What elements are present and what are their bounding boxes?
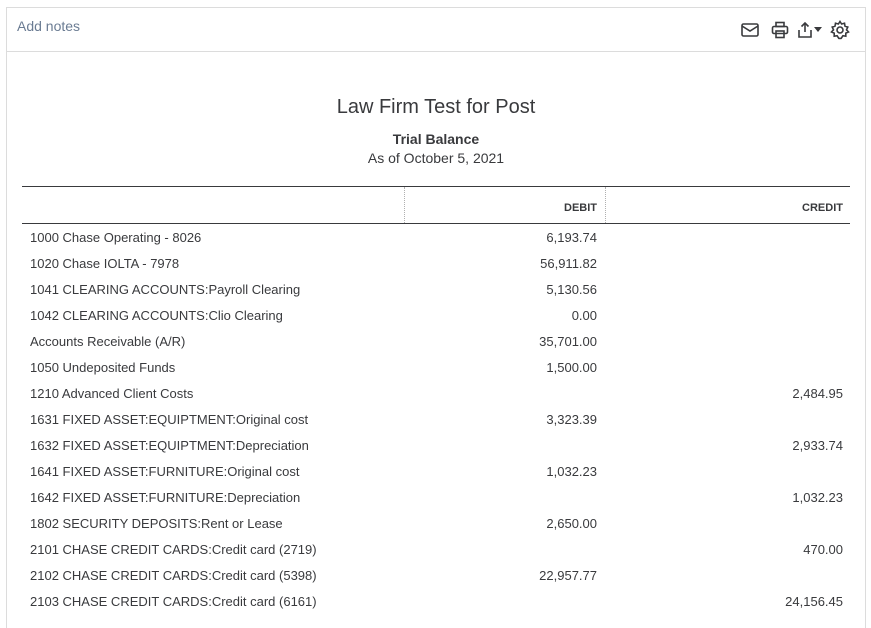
- account-name: 1632 FIXED ASSET:EQUIPTMENT:Depreciation: [30, 437, 309, 453]
- table-body: [22, 224, 850, 614]
- table-row: [22, 510, 850, 536]
- credit-amount[interactable]: 1,032.23: [792, 489, 843, 505]
- table-row: [22, 432, 850, 458]
- table-row: [22, 588, 850, 614]
- account-name: 1041 CLEARING ACCOUNTS:Payroll Clearing: [30, 281, 301, 297]
- account-name: 1050 Undeposited Funds: [30, 359, 176, 375]
- account-name: 2101 CHASE CREDIT CARDS:Credit card (2719): [30, 541, 317, 557]
- debit-amount[interactable]: 5,130.56: [546, 281, 597, 297]
- debit-column-header[interactable]: DEBIT: [405, 187, 606, 223]
- settings-icon[interactable]: [825, 18, 855, 42]
- account-name: 1641 FIXED ASSET:FURNITURE:Original cost: [30, 463, 300, 479]
- email-icon[interactable]: [735, 18, 765, 42]
- table-row: [22, 328, 850, 354]
- table-row: [22, 276, 850, 302]
- debit-amount[interactable]: 3,323.39: [546, 411, 597, 427]
- report-title: Trial Balance: [392, 131, 480, 147]
- credit-amount[interactable]: 2,933.74: [792, 437, 843, 453]
- account-name: 1642 FIXED ASSET:FURNITURE:Depreciation: [30, 489, 301, 505]
- table-row: [22, 380, 850, 406]
- table-row: [22, 354, 850, 380]
- debit-amount[interactable]: 6,193.74: [546, 229, 597, 245]
- account-column-header: [22, 187, 405, 223]
- table-row: [22, 406, 850, 432]
- account-name: 1042 CLEARING ACCOUNTS:Clio Clearing: [30, 307, 283, 323]
- table-row: [22, 458, 850, 484]
- report-toolbar: [7, 8, 865, 52]
- account-name: 1802 SECURITY DEPOSITS:Rent or Lease: [30, 515, 283, 531]
- credit-amount[interactable]: 24,156.45: [785, 593, 843, 609]
- report-date: As of October 5, 2021: [367, 150, 505, 166]
- account-name: Accounts Receivable (A/R): [30, 333, 186, 349]
- account-name: 1631 FIXED ASSET:EQUIPTMENT:Original cost: [30, 411, 309, 427]
- company-name[interactable]: Law Firm Test for Post: [336, 96, 536, 118]
- table-row: [22, 302, 850, 328]
- account-name: 2102 CHASE CREDIT CARDS:Credit card (5398): [30, 567, 317, 583]
- account-name: 1000 Chase Operating - 8026: [30, 229, 202, 245]
- debit-amount[interactable]: 2,650.00: [546, 515, 597, 531]
- account-name: 2103 CHASE CREDIT CARDS:Credit card (6161): [30, 593, 317, 609]
- debit-amount[interactable]: 22,957.77: [539, 567, 597, 583]
- table-row: [22, 484, 850, 510]
- debit-amount[interactable]: 1,032.23: [546, 463, 597, 479]
- table-row: [22, 536, 850, 562]
- table-header: [22, 187, 850, 224]
- account-name: 1210 Advanced Client Costs: [30, 385, 194, 401]
- debit-amount[interactable]: 35,701.00: [539, 333, 597, 349]
- add-notes-link[interactable]: Add notes: [17, 18, 81, 34]
- account-name: 1020 Chase IOLTA - 7978: [30, 255, 180, 271]
- report-panel: [6, 7, 866, 628]
- toolbar-icons: [735, 18, 855, 42]
- print-icon[interactable]: [765, 18, 795, 42]
- table-row: [22, 224, 850, 250]
- credit-amount[interactable]: 2,484.95: [792, 385, 843, 401]
- table-row: [22, 562, 850, 588]
- table-row: [22, 250, 850, 276]
- export-icon[interactable]: [795, 18, 825, 42]
- debit-amount[interactable]: 1,500.00: [546, 359, 597, 375]
- debit-amount[interactable]: 56,911.82: [540, 255, 597, 271]
- credit-amount[interactable]: 470.00: [803, 541, 843, 557]
- trial-balance-table: [22, 186, 850, 614]
- credit-column-header[interactable]: CREDIT: [802, 202, 843, 214]
- debit-amount[interactable]: 0.00: [571, 307, 597, 323]
- report-header: [7, 93, 865, 167]
